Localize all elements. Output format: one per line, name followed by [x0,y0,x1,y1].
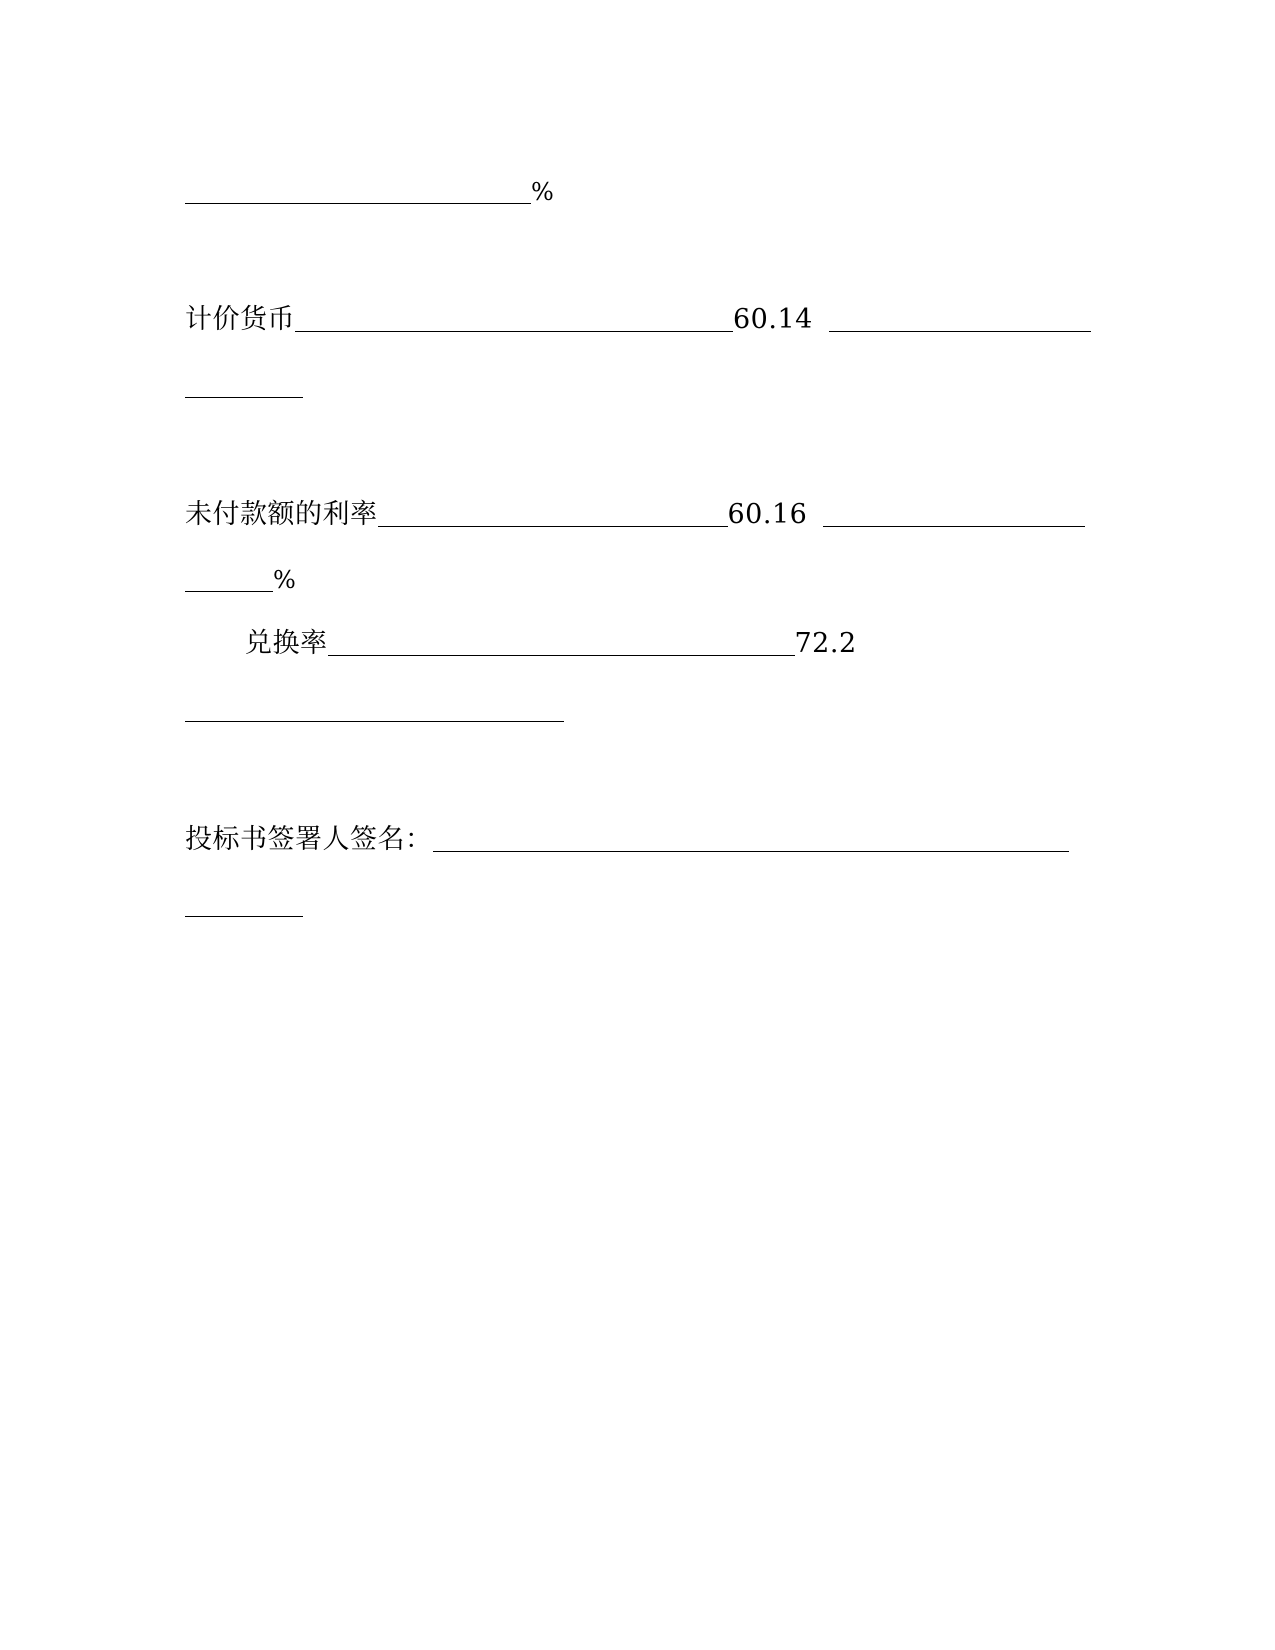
clause-number: 72.2 [794,628,857,659]
pricing-currency-label: 计价货币 [185,304,295,335]
signature-row [185,822,1069,856]
fill-in-blank[interactable] [378,502,728,527]
signer-signature-label: 投标书签署人签名： [185,824,433,855]
blank-line-percent-1 [185,174,554,208]
exchange-rate-row [245,626,857,660]
fill-in-blank[interactable] [328,631,795,656]
clause-number: 60.16 [727,499,808,530]
fill-in-blank[interactable] [185,697,564,722]
fill-in-blank[interactable] [185,373,303,398]
exchange-rate-label: 兑换率 [245,628,328,659]
fill-in-blank[interactable] [823,502,1085,527]
fill-in-blank[interactable] [829,307,1091,332]
signature-blank[interactable] [433,827,1069,852]
continuation-blank-row [185,887,303,921]
fill-in-blank[interactable] [185,892,303,917]
fill-in-blank[interactable] [185,179,531,204]
unpaid-interest-rate-row [185,497,1085,531]
unpaid-interest-rate-label: 未付款额的利率 [185,499,378,530]
percent-sign: % [531,178,555,206]
fill-in-blank[interactable] [295,307,733,332]
percent-sign: % [273,566,297,594]
blank-line-percent-2 [185,562,296,596]
clause-number: 60.14 [733,304,813,335]
fill-in-blank[interactable] [185,567,273,592]
continuation-blank-row [185,368,303,402]
pricing-currency-row [185,302,1091,336]
continuation-blank-row [185,692,564,726]
